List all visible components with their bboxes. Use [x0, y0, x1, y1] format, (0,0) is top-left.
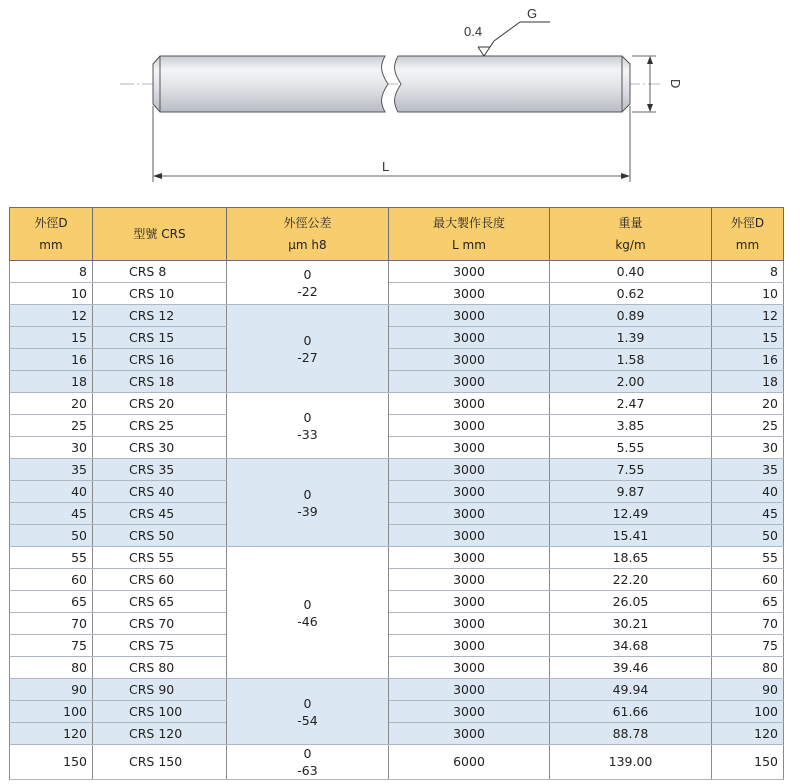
tolerance-upper: 0 [303, 486, 312, 502]
table-row [10, 503, 784, 525]
cell-max-length: 3000 [389, 437, 550, 459]
cell-outer-d: 50 [10, 525, 93, 547]
cell-weight: 0.40 [550, 261, 712, 283]
tolerance-upper: 0 [303, 695, 312, 711]
cell-max-length: 3000 [389, 283, 550, 305]
cell-max-length: 3000 [389, 261, 550, 283]
cell-outer-d: 150 [10, 745, 93, 780]
cell-outer-d-right: 150 [712, 745, 784, 780]
cell-model: CRS 75 [93, 635, 227, 657]
cell-weight: 12.49 [550, 503, 712, 525]
cell-outer-d: 35 [10, 459, 93, 481]
cell-max-length: 3000 [389, 591, 550, 613]
cell-weight: 34.68 [550, 635, 712, 657]
cell-outer-d-right: 25 [712, 415, 784, 437]
table-row [10, 261, 784, 283]
cell-outer-d: 90 [10, 679, 93, 701]
header-outer-d-right: 外徑D mm [712, 208, 784, 261]
table-row [10, 635, 784, 657]
length-label: L [382, 159, 390, 174]
cell-outer-d: 45 [10, 503, 93, 525]
cell-model: CRS 16 [93, 349, 227, 371]
cell-weight: 1.58 [550, 349, 712, 371]
cell-weight: 7.55 [550, 459, 712, 481]
shaft-drawing [0, 0, 800, 200]
cell-outer-d-right: 55 [712, 547, 784, 569]
cell-outer-d-right: 12 [712, 305, 784, 327]
diameter-label: D [668, 79, 683, 89]
cell-outer-d: 80 [10, 657, 93, 679]
cell-weight: 61.66 [550, 701, 712, 723]
table-row [10, 283, 784, 305]
cell-model: CRS 12 [93, 305, 227, 327]
cell-max-length: 3000 [389, 415, 550, 437]
cell-weight: 18.65 [550, 547, 712, 569]
shaft-right-segment [395, 56, 630, 112]
cell-outer-d-right: 15 [712, 327, 784, 349]
cell-outer-d: 120 [10, 723, 93, 745]
cell-weight: 5.55 [550, 437, 712, 459]
cell-weight: 2.47 [550, 393, 712, 415]
cell-weight: 9.87 [550, 481, 712, 503]
cell-model: CRS 15 [93, 327, 227, 349]
cell-tolerance [227, 679, 389, 745]
cell-outer-d-right: 50 [712, 525, 784, 547]
cell-outer-d-right: 75 [712, 635, 784, 657]
cell-outer-d-right: 100 [712, 701, 784, 723]
cell-model: CRS 60 [93, 569, 227, 591]
tolerance-upper: 0 [303, 332, 312, 348]
cell-max-length: 3000 [389, 393, 550, 415]
cell-model: CRS 20 [93, 393, 227, 415]
cell-weight: 88.78 [550, 723, 712, 745]
cell-model: CRS 100 [93, 701, 227, 723]
cell-weight: 30.21 [550, 613, 712, 635]
roughness-value: 0.4 [464, 24, 483, 39]
cell-outer-d: 8 [10, 261, 93, 283]
cell-outer-d: 70 [10, 613, 93, 635]
table-row [10, 657, 784, 679]
cell-outer-d-right: 10 [712, 283, 784, 305]
cell-outer-d: 15 [10, 327, 93, 349]
cell-outer-d: 65 [10, 591, 93, 613]
header-weight: 重量 kg/m [550, 208, 712, 261]
table-row [10, 305, 784, 327]
cell-outer-d-right: 90 [712, 679, 784, 701]
cell-model: CRS 40 [93, 481, 227, 503]
cell-outer-d: 16 [10, 349, 93, 371]
spec-table [9, 207, 784, 780]
table-row [10, 459, 784, 481]
cell-tolerance [227, 305, 389, 393]
table-row [10, 745, 784, 780]
cell-max-length: 3000 [389, 371, 550, 393]
cell-max-length: 3000 [389, 327, 550, 349]
cell-model: CRS 8 [93, 261, 227, 283]
cell-outer-d: 55 [10, 547, 93, 569]
header-model: 型號 CRS [93, 208, 227, 261]
table-row [10, 349, 784, 371]
cell-outer-d-right: 45 [712, 503, 784, 525]
cell-max-length: 3000 [389, 723, 550, 745]
cell-tolerance [227, 547, 389, 679]
cell-outer-d-right: 30 [712, 437, 784, 459]
cell-max-length: 3000 [389, 459, 550, 481]
cell-max-length: 3000 [389, 635, 550, 657]
tolerance-upper: 0 [303, 409, 312, 425]
cell-outer-d-right: 35 [712, 459, 784, 481]
table-row [10, 613, 784, 635]
table-row [10, 415, 784, 437]
table-row [10, 547, 784, 569]
cell-tolerance [227, 393, 389, 459]
cell-weight: 2.00 [550, 371, 712, 393]
cell-max-length: 3000 [389, 349, 550, 371]
cell-model: CRS 80 [93, 657, 227, 679]
cell-outer-d-right: 40 [712, 481, 784, 503]
cell-outer-d-right: 65 [712, 591, 784, 613]
cell-tolerance [227, 745, 389, 780]
tolerance-lower: -22 [297, 283, 318, 299]
cell-max-length: 6000 [389, 745, 550, 780]
cell-model: CRS 18 [93, 371, 227, 393]
cell-model: CRS 30 [93, 437, 227, 459]
table-row [10, 723, 784, 745]
cell-outer-d: 40 [10, 481, 93, 503]
cell-model: CRS 45 [93, 503, 227, 525]
cell-max-length: 3000 [389, 701, 550, 723]
cell-model: CRS 50 [93, 525, 227, 547]
cell-outer-d-right: 60 [712, 569, 784, 591]
cell-max-length: 3000 [389, 481, 550, 503]
cell-max-length: 3000 [389, 657, 550, 679]
grind-symbol: G [527, 6, 538, 21]
cell-weight: 26.05 [550, 591, 712, 613]
cell-model: CRS 35 [93, 459, 227, 481]
tolerance-upper: 0 [303, 746, 312, 761]
header-max-length: 最大製作長度 L mm [389, 208, 550, 261]
shaft-left-segment [153, 56, 388, 112]
table-row [10, 679, 784, 701]
cell-max-length: 3000 [389, 569, 550, 591]
tolerance-lower: -39 [297, 503, 318, 519]
cell-model: CRS 25 [93, 415, 227, 437]
cell-outer-d-right: 8 [712, 261, 784, 283]
table-row [10, 393, 784, 415]
table-row [10, 591, 784, 613]
cell-outer-d-right: 70 [712, 613, 784, 635]
cell-outer-d: 20 [10, 393, 93, 415]
table-row [10, 701, 784, 723]
cell-outer-d-right: 120 [712, 723, 784, 745]
cell-outer-d: 10 [10, 283, 93, 305]
cell-outer-d-right: 16 [712, 349, 784, 371]
cell-model: CRS 120 [93, 723, 227, 745]
cell-max-length: 3000 [389, 305, 550, 327]
cell-model: CRS 55 [93, 547, 227, 569]
table-row [10, 569, 784, 591]
cell-model: CRS 70 [93, 613, 227, 635]
cell-max-length: 3000 [389, 525, 550, 547]
tolerance-lower: -46 [297, 613, 318, 629]
cell-outer-d-right: 80 [712, 657, 784, 679]
cell-weight: 3.85 [550, 415, 712, 437]
cell-weight: 139.00 [550, 745, 712, 780]
table-row [10, 327, 784, 349]
table-row [10, 481, 784, 503]
cell-outer-d: 75 [10, 635, 93, 657]
cell-outer-d: 18 [10, 371, 93, 393]
cell-outer-d: 60 [10, 569, 93, 591]
header-outer-d: 外徑D mm [10, 208, 93, 261]
cell-max-length: 3000 [389, 679, 550, 701]
cell-outer-d: 30 [10, 437, 93, 459]
tolerance-lower: -33 [297, 426, 318, 442]
cell-outer-d: 25 [10, 415, 93, 437]
cell-outer-d: 100 [10, 701, 93, 723]
header-tolerance: 外徑公差 μm h8 [227, 208, 389, 261]
cell-model: CRS 10 [93, 283, 227, 305]
cell-weight: 49.94 [550, 679, 712, 701]
cell-outer-d-right: 18 [712, 371, 784, 393]
cell-weight: 1.39 [550, 327, 712, 349]
tolerance-lower: -27 [297, 349, 318, 365]
table-header-row [10, 208, 784, 261]
cell-outer-d: 12 [10, 305, 93, 327]
cell-tolerance [227, 459, 389, 547]
cell-max-length: 3000 [389, 613, 550, 635]
cell-weight: 39.46 [550, 657, 712, 679]
cell-model: CRS 90 [93, 679, 227, 701]
cell-model: CRS 65 [93, 591, 227, 613]
cell-outer-d-right: 20 [712, 393, 784, 415]
table-row [10, 437, 784, 459]
cell-weight: 0.62 [550, 283, 712, 305]
tolerance-lower: -63 [297, 763, 318, 778]
cell-weight: 15.41 [550, 525, 712, 547]
tolerance-upper: 0 [303, 266, 312, 282]
table-row [10, 371, 784, 393]
cell-max-length: 3000 [389, 503, 550, 525]
table-row [10, 525, 784, 547]
cell-weight: 22.20 [550, 569, 712, 591]
cell-tolerance [227, 261, 389, 305]
tolerance-lower: -54 [297, 712, 318, 728]
cell-max-length: 3000 [389, 547, 550, 569]
tolerance-upper: 0 [303, 596, 312, 612]
cell-model: CRS 150 [93, 745, 227, 780]
cell-weight: 0.89 [550, 305, 712, 327]
